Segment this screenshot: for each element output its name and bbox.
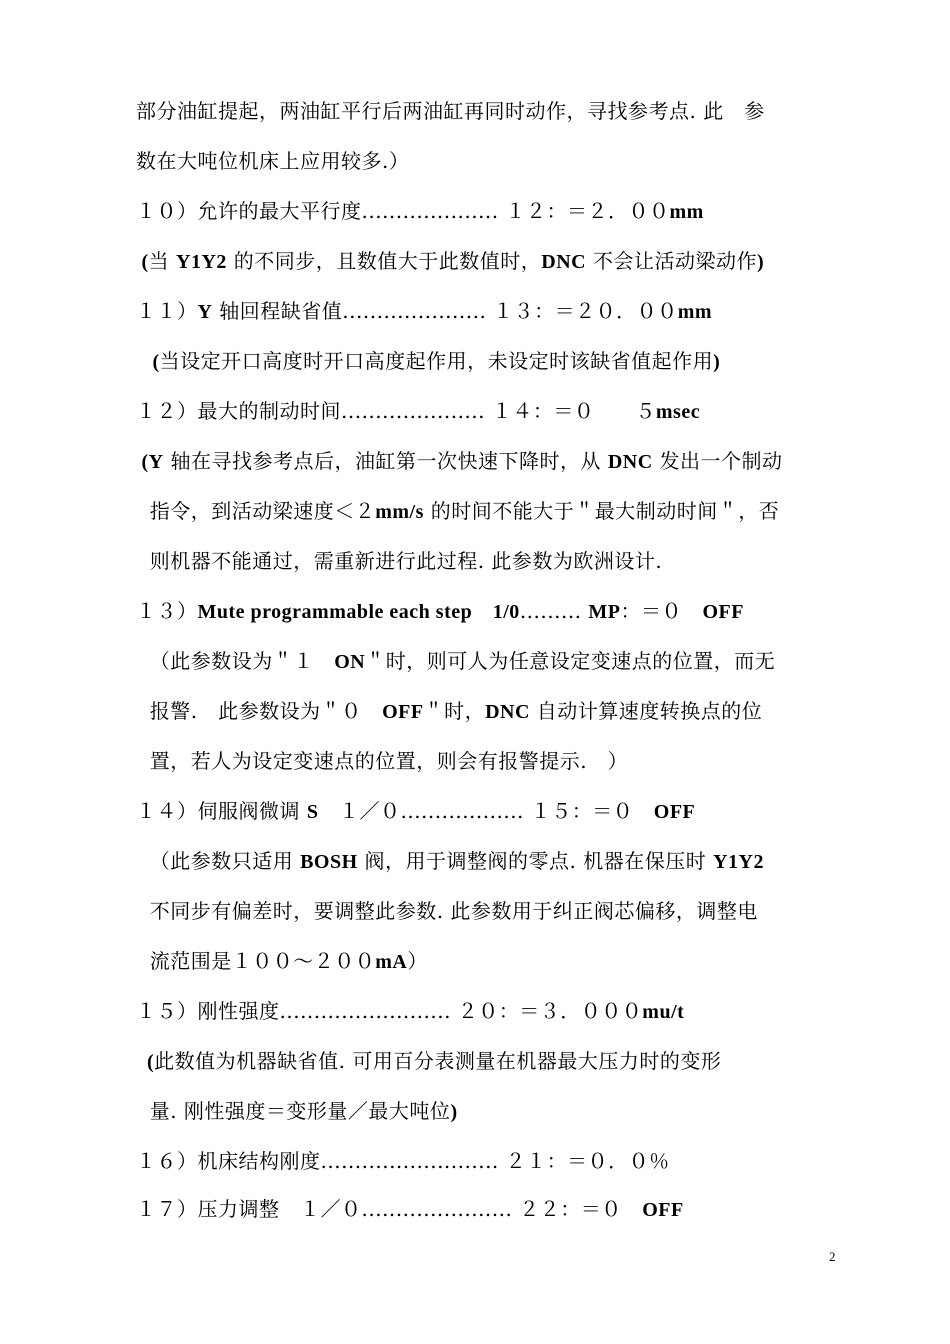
bold-text-segment: mm (677, 301, 713, 323)
bold-text-segment: msec (655, 401, 701, 423)
text-segment: 不同步有偏差时，要调整此参数. 此参数用于纠正阀芯偏移，调整电 (136, 899, 758, 923)
text-segment: 当 (148, 249, 177, 273)
text-segment: １４）伺服阀微调 (136, 799, 307, 823)
text-segment: ） (407, 949, 428, 973)
text-segment: 当设定开口高度时开口高度起作用，未设定时该缺省值起作用 (159, 349, 714, 373)
text-segment: 此数值为机器缺省值. 可用百分表测量在机器最大压力时的变形 (154, 1049, 722, 1073)
text-segment: １６）机床结构刚度.......................... ２１：＝０．０％ (136, 1149, 670, 1173)
text-line (136, 947, 950, 976)
bold-text-segment: OFF (642, 1199, 684, 1221)
page-number: 2 (829, 1249, 836, 1264)
text-segment: １５）刚性强度......................... ２０：＝３．０００ (136, 999, 643, 1023)
text-line (136, 797, 950, 826)
text-segment: 发出一个制动 (652, 449, 783, 473)
text-line (136, 697, 950, 726)
text-segment: 数在大吨位机床上应用较多.） (136, 149, 410, 173)
text-line (136, 147, 950, 175)
text-line (136, 1195, 950, 1224)
text-segment: １１） (136, 299, 198, 323)
text-segment: 报警. 此参数设为＂０ (136, 699, 383, 723)
text-line (136, 747, 950, 775)
text-segment: 阀，用于调整阀的零点. 机器在保压时 (357, 849, 714, 873)
bold-text-segment: Mute programmable each step 1/0 (197, 601, 520, 623)
bold-text-segment: ( (136, 1051, 155, 1073)
bold-text-segment: Y (197, 301, 213, 323)
bold-text-segment: OFF (653, 801, 696, 823)
text-line (136, 197, 950, 226)
text-segment: １０）允许的最大平行度.................... １２：＝２．００ (136, 199, 670, 223)
bold-text-segment: mm (669, 201, 704, 223)
bold-text-segment: MP (588, 601, 621, 623)
text-segment: ......... (519, 599, 589, 623)
bold-text-segment: ) (756, 251, 765, 273)
bold-text-segment: ( (136, 251, 149, 273)
text-line (136, 897, 950, 925)
bold-text-segment: mA (375, 951, 408, 973)
text-segment: 的不同步，且数值大于此数值时， (226, 249, 542, 273)
text-segment: 轴回程缺省值..................... １３：＝２０．００ (212, 299, 678, 323)
text-line (136, 1047, 950, 1076)
text-segment: 部分油缸提起，两油缸平行后两油缸再同时动作，寻找参考点. 此 参 (136, 99, 765, 123)
text-line (136, 297, 950, 326)
bold-text-segment: S (306, 801, 319, 823)
bold-text-segment: ( (136, 351, 160, 373)
text-line (136, 547, 950, 575)
bold-text-segment: DNC (607, 451, 653, 473)
text-line (136, 997, 950, 1026)
text-line (136, 497, 950, 526)
text-segment: １２）最大的制动时间..................... １４：＝０ ５ (136, 399, 656, 423)
text-segment: （此参数设为＂１ (136, 649, 335, 673)
bold-text-segment: (Y (136, 451, 164, 473)
text-segment: 指令，到活动梁速度＜２ (136, 499, 376, 523)
text-line (136, 847, 950, 876)
text-segment: １／０.................. １５：＝０ (318, 799, 654, 823)
bold-text-segment: ) (713, 351, 721, 373)
text-line (136, 447, 950, 476)
text-line (136, 597, 950, 626)
bold-text-segment: Y1Y2 (713, 851, 764, 873)
bold-text-segment: mu/t (642, 1001, 685, 1023)
text-line (136, 397, 950, 426)
text-segment: １３） (136, 599, 198, 623)
text-line (136, 347, 950, 376)
text-line (136, 647, 950, 676)
text-segment: （此参数只适用 (136, 849, 301, 873)
text-segment: 的时间不能大于＂最大制动时间＂，否 (423, 499, 780, 523)
text-segment: 自动计算速度转换点的位 (529, 699, 763, 723)
text-line (136, 1147, 950, 1175)
bold-text-segment: DNC (541, 251, 587, 273)
text-segment: 流范围是１００～２００ (136, 949, 376, 973)
text-segment: １７）压力调整 １／０...................... ２２：＝０ (136, 1197, 643, 1221)
text-line (136, 1097, 950, 1126)
text-segment: 轴在寻找参考点后，油缸第一次快速下降时，从 (163, 449, 608, 473)
text-line (136, 247, 950, 276)
text-segment: 则机器不能通过，需重新进行此过程. 此参数为欧洲设计. (136, 549, 663, 573)
text-segment: ＂时， (423, 699, 486, 723)
text-line (136, 97, 950, 125)
bold-text-segment: OFF (702, 601, 744, 623)
text-segment: 置，若人为设定变速点的位置，则会有报警提示. ） (136, 749, 629, 773)
text-segment: 量. 刚性强度＝变形量／最大吨位 (136, 1099, 451, 1123)
bold-text-segment: DNC (485, 701, 530, 723)
bold-text-segment: ON (334, 651, 366, 673)
bold-text-segment: BOSH (300, 851, 358, 873)
text-segment: ＂时，则可人为任意设定变速点的位置，而无 (365, 649, 776, 673)
bold-text-segment: mm/s (375, 501, 424, 523)
text-segment: 不会让活动梁动作 (586, 249, 757, 273)
bold-text-segment: ) (450, 1101, 458, 1123)
text-segment: ：＝０ (620, 599, 703, 623)
bold-text-segment: OFF (382, 701, 424, 723)
bold-text-segment: Y1Y2 (176, 251, 227, 273)
